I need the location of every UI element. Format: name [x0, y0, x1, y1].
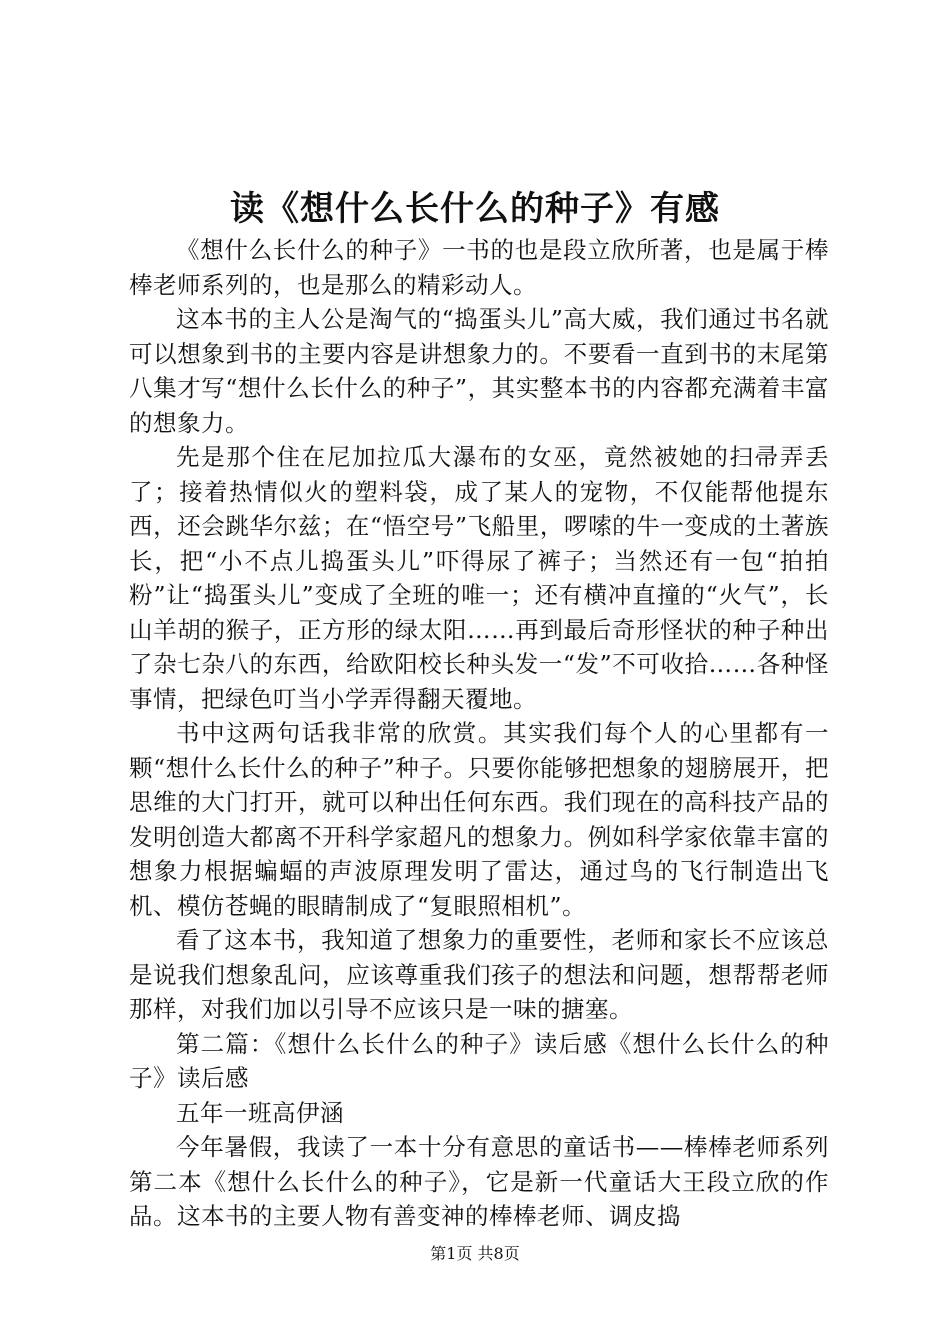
document-body	[129, 233, 829, 1234]
paragraph: 先是那个住在尼加拉瓜大瀑布的女巫，竟然被她的扫帚弄丢了；接着热情似火的塑料袋，成了某人的宠物，不仅能帮他提东西，还会跳华尔兹；在“悟空号”飞船里，啰嗦的牛一变成的土著族长，把“小不点儿捣蛋头儿”吓得尿了裤子；当然还有一包“拍拍粉”让“捣蛋头儿”变成了全班的唯一；还有横冲直撞的“火气”，长山羊胡的猴子，正方形的绿太阳……再到最后奇形怪状的种子种出了杂七杂八的东西，给欧阳校长种头发一“发”不可收拾……各种怪事情，把绿色叮当小学弄得翻天覆地。	[129, 443, 829, 713]
paragraph: 看了这本书，我知道了想象力的重要性，老师和家长不应该总是说我们想象乱问，应该尊重我们孩子的想法和问题，想帮帮老师那样，对我们加以引导不应该只是一味的搪塞。	[129, 926, 829, 1023]
paragraph: 今年暑假，我读了一本十分有意思的童话书——棒棒老师系列第二本《想什么长什么的种子》，它是新一代童话大王段立欣的作品。这本书的主要人物有善变神的棒棒老师、调皮捣	[129, 1133, 829, 1230]
page-number: 第1页 共8页	[430, 1244, 520, 1263]
paragraph: 《想什么长什么的种子》一书的也是段立欣所著，也是属于棒棒老师系列的，也是那么的精彩动人。	[129, 236, 829, 299]
document-title: 读《想什么长什么的种子》有感	[230, 189, 720, 229]
paragraph: 书中这两句话我非常的欣赏。其实我们每个人的心里都有一颗“想什么长什么的种子”种子。只要你能够把想象的翅膀展开，把思维的大门打开，就可以种出任何东西。我们现在的高科技产品的发明创造大都离不开科学家超凡的想象力。例如科学家依靠丰富的想象力根据蝙蝠的声波原理发明了雷达，通过鸟的飞行制造出飞机、模仿苍蝇的眼睛制成了“复眼照相机”。	[129, 719, 829, 920]
author-line: 五年一班高伊涵	[176, 1098, 344, 1127]
paragraph: 这本书的主人公是淘气的“捣蛋头儿”高大威，我们通过书名就可以想象到书的主要内容是讲想象力的。不要看一直到书的末尾第八集才写“想什么长什么的种子”，其实整本书的内容都充满着丰富的想象力。	[129, 305, 829, 437]
section-heading: 第二篇：《想什么长什么的种子》读后感《想什么长什么的种子》读后感	[129, 1029, 829, 1092]
